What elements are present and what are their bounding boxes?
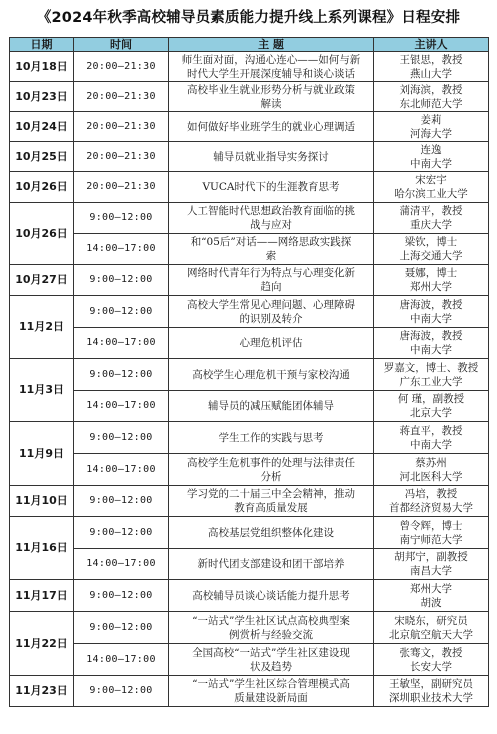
speaker-cell — [374, 454, 489, 486]
table-row — [10, 644, 489, 676]
speaker-line: 蒲清平，教授 — [399, 205, 463, 217]
topic-line: 质量建设新局面 — [234, 692, 308, 704]
time-cell: 14:00–17:00 — [74, 549, 169, 580]
topic-cell — [169, 580, 374, 612]
speaker-cell — [374, 328, 489, 359]
topic-line: 新时代团支部建设和团干部培养 — [197, 558, 345, 570]
speaker-line: 东北师范大学 — [399, 97, 463, 110]
topic-line: 高校大学生常见心理问题、心理障碍 — [187, 298, 355, 311]
table-row — [10, 328, 489, 359]
table-row — [10, 391, 489, 422]
topic-line: 教育高质量发展 — [234, 502, 308, 514]
topic-line: 高校学生心理危机干预与家校沟通 — [192, 368, 350, 381]
topic-line: VUCA时代下的生涯教育思考 — [202, 181, 340, 193]
topic-cell — [169, 422, 374, 454]
speaker-line: 王敏坚，副研究员 — [389, 678, 473, 690]
speaker-line: 胡邦宁，副教授 — [394, 551, 468, 563]
date-cell: 10月27日 — [10, 265, 74, 296]
speaker-line: 郑州大学 — [410, 281, 452, 293]
table-row — [10, 234, 489, 265]
table-row — [10, 612, 489, 644]
date-cell: 11月3日 — [10, 359, 74, 422]
table-row — [10, 52, 489, 82]
topic-line: 学习党的二十届三中全会精神，推动 — [187, 488, 355, 500]
topic-line: 高校辅导员谈心谈话能力提升思考 — [192, 589, 350, 602]
speaker-line: 北京大学 — [410, 407, 452, 419]
topic-line: 师生面对面，沟通心连心——如何与新 — [181, 53, 361, 66]
time-cell: 14:00–17:00 — [74, 328, 169, 359]
topic-line: 的识别及转介 — [239, 312, 303, 325]
topic-cell — [169, 486, 374, 517]
speaker-line: 广东工业大学 — [399, 375, 463, 388]
topic-cell — [169, 359, 374, 391]
date-cell: 11月23日 — [10, 676, 74, 707]
speaker-line: 燕山大学 — [410, 67, 452, 80]
time-cell: 9:00–12:00 — [74, 486, 169, 517]
topic-cell — [169, 52, 374, 82]
time-cell: 9:00–12:00 — [74, 265, 169, 296]
topic-line: “一站式”学生社区综合管理模式高 — [192, 678, 350, 690]
topic-line: 时代大学生开展深度辅导和谈心谈话 — [187, 67, 355, 80]
table-row — [10, 82, 489, 112]
topic-line: 人工智能时代思想政治教育面临的挑 — [187, 205, 355, 217]
speaker-line: 中南大学 — [410, 438, 452, 451]
date-cell: 10月25日 — [10, 142, 74, 172]
speaker-line: 哈尔滨工业大学 — [394, 188, 468, 200]
speaker-cell — [374, 234, 489, 265]
table-row — [10, 517, 489, 549]
speaker-line: 南宁师范大学 — [399, 533, 463, 546]
speaker-line: 河海大学 — [410, 127, 452, 140]
topic-line: 高校学生危机事件的处理与法律责任 — [187, 456, 355, 469]
speaker-line: 曾令辉，博士 — [399, 519, 463, 532]
header-topic: 主 题 — [169, 38, 374, 52]
speaker-cell — [374, 486, 489, 517]
speaker-line: 长安大学 — [410, 660, 452, 673]
date-cell: 10月26日 — [10, 172, 74, 203]
table-row — [10, 172, 489, 203]
speaker-line: 首都经济贸易大学 — [389, 502, 473, 514]
speaker-cell — [374, 52, 489, 82]
header-speaker: 主讲人 — [374, 38, 489, 52]
speaker-line: 宋宏宇 — [415, 174, 447, 186]
speaker-cell — [374, 612, 489, 644]
topic-cell — [169, 517, 374, 549]
topic-line: 辅导员就业指导实务探讨 — [213, 150, 329, 163]
schedule-table — [9, 37, 489, 707]
speaker-line: 北京航空航天大学 — [389, 628, 473, 641]
topic-cell — [169, 676, 374, 707]
topic-cell — [169, 234, 374, 265]
topic-line: “一站式”学生社区试点高校典型案 — [192, 614, 350, 627]
date-cell: 11月10日 — [10, 486, 74, 517]
speaker-line: 胡波 — [420, 596, 442, 609]
time-cell: 20:00–21:30 — [74, 172, 169, 203]
table-row — [10, 112, 489, 142]
topic-line: 解读 — [260, 97, 282, 110]
time-cell: 14:00–17:00 — [74, 234, 169, 265]
time-cell: 14:00–17:00 — [74, 644, 169, 676]
speaker-cell — [374, 359, 489, 391]
topic-line: 索 — [265, 250, 277, 262]
speaker-cell — [374, 580, 489, 612]
table-row — [10, 580, 489, 612]
speaker-line: 梁钦，博士 — [404, 236, 458, 248]
topic-line: 辅导员的减压赋能团体辅导 — [208, 400, 334, 412]
topic-cell — [169, 172, 374, 203]
topic-cell — [169, 644, 374, 676]
schedule-body — [10, 52, 489, 707]
speaker-line: 何 瑾，副教授 — [397, 393, 465, 405]
time-cell: 9:00–12:00 — [74, 676, 169, 707]
date-cell: 11月17日 — [10, 580, 74, 612]
speaker-line: 南昌大学 — [410, 565, 452, 577]
speaker-line: 连逸 — [420, 143, 442, 156]
speaker-line: 唐海波，教授 — [399, 330, 463, 342]
date-cell: 10月18日 — [10, 52, 74, 82]
table-row — [10, 486, 489, 517]
topic-line: 和“05后”对话——网络思政实践探 — [190, 236, 352, 248]
topic-line: 趋向 — [260, 281, 282, 293]
speaker-cell — [374, 82, 489, 112]
time-cell: 9:00–12:00 — [74, 296, 169, 328]
speaker-line: 重庆大学 — [410, 219, 452, 231]
speaker-line: 冯培，教授 — [404, 488, 458, 500]
topic-cell — [169, 296, 374, 328]
table-row — [10, 359, 489, 391]
time-cell: 14:00–17:00 — [74, 454, 169, 486]
time-cell: 20:00–21:30 — [74, 52, 169, 82]
speaker-line: 蒋直平，教授 — [399, 424, 463, 437]
speaker-cell — [374, 172, 489, 203]
topic-line: 学生工作的实践与思考 — [218, 431, 324, 444]
speaker-line: 河北医科大学 — [399, 470, 463, 483]
date-cell: 11月22日 — [10, 612, 74, 676]
table-row — [10, 676, 489, 707]
time-cell: 20:00–21:30 — [74, 82, 169, 112]
topic-cell — [169, 142, 374, 172]
topic-cell — [169, 82, 374, 112]
speaker-line: 中南大学 — [410, 312, 452, 325]
topic-cell — [169, 391, 374, 422]
topic-line: 心理危机评估 — [239, 337, 303, 349]
topic-cell — [169, 112, 374, 142]
topic-line: 状及趋势 — [250, 660, 292, 673]
speaker-cell — [374, 549, 489, 580]
time-cell: 9:00–12:00 — [74, 612, 169, 644]
speaker-line: 王银思，教授 — [399, 53, 463, 66]
topic-line: 全国高校“一站式”学生社区建设现 — [192, 646, 350, 659]
speaker-line: 深圳职业技术大学 — [389, 692, 473, 704]
speaker-line: 中南大学 — [410, 157, 452, 170]
document-title: 《2024年秋季高校辅导员素质能力提升线上系列课程》日程安排 — [36, 10, 461, 26]
speaker-cell — [374, 644, 489, 676]
topic-line: 高校毕业生就业形势分析与就业政策 — [187, 83, 355, 96]
speaker-cell — [374, 391, 489, 422]
speaker-line: 上海交通大学 — [399, 250, 463, 262]
date-cell: 11月16日 — [10, 517, 74, 580]
speaker-cell — [374, 517, 489, 549]
time-cell: 20:00–21:30 — [74, 142, 169, 172]
speaker-line: 张骞文，教授 — [399, 646, 463, 659]
topic-cell — [169, 265, 374, 296]
speaker-line: 姜莉 — [420, 113, 442, 126]
table-row — [10, 454, 489, 486]
speaker-line: 唐海波，教授 — [399, 298, 463, 311]
header-time: 时间 — [74, 38, 169, 52]
time-cell: 20:00–21:30 — [74, 112, 169, 142]
topic-line: 分析 — [260, 470, 282, 483]
time-cell: 9:00–12:00 — [74, 517, 169, 549]
speaker-cell — [374, 203, 489, 234]
speaker-line: 宋晓东，研究员 — [394, 614, 468, 627]
topic-line: 例赏析与经验交流 — [229, 628, 313, 641]
topic-cell — [169, 328, 374, 359]
topic-line: 高校基层党组织整体化建设 — [208, 526, 334, 539]
header-date: 日期 — [10, 38, 74, 52]
speaker-line: 蔡苏州 — [415, 456, 447, 469]
topic-line: 网络时代青年行为特点与心理变化新 — [187, 267, 355, 279]
time-cell: 9:00–12:00 — [74, 203, 169, 234]
speaker-cell — [374, 265, 489, 296]
date-cell: 10月24日 — [10, 112, 74, 142]
speaker-cell — [374, 112, 489, 142]
time-cell: 9:00–12:00 — [74, 359, 169, 391]
speaker-cell — [374, 142, 489, 172]
time-cell: 14:00–17:00 — [74, 391, 169, 422]
speaker-line: 聂娜，博士 — [404, 267, 458, 279]
table-row — [10, 549, 489, 580]
topic-cell — [169, 203, 374, 234]
time-cell: 9:00–12:00 — [74, 422, 169, 454]
table-row — [10, 296, 489, 328]
date-cell: 11月2日 — [10, 296, 74, 359]
speaker-line: 中南大学 — [410, 344, 452, 356]
table-row — [10, 142, 489, 172]
topic-cell — [169, 549, 374, 580]
table-row — [10, 265, 489, 296]
date-cell: 10月26日 — [10, 203, 74, 265]
speaker-line: 郑州大学 — [410, 582, 452, 595]
topic-cell — [169, 454, 374, 486]
speaker-cell — [374, 296, 489, 328]
topic-line: 如何做好毕业班学生的就业心理调适 — [187, 120, 355, 133]
time-cell: 9:00–12:00 — [74, 580, 169, 612]
speaker-cell — [374, 676, 489, 707]
speaker-line: 刘海滨，教授 — [399, 83, 463, 96]
date-cell: 10月23日 — [10, 82, 74, 112]
speaker-cell — [374, 422, 489, 454]
table-row — [10, 203, 489, 234]
date-cell: 11月9日 — [10, 422, 74, 486]
table-row — [10, 422, 489, 454]
topic-cell — [169, 612, 374, 644]
topic-line: 战与应对 — [250, 219, 292, 231]
speaker-line: 罗嘉文，博士、教授 — [383, 361, 479, 374]
header-row — [10, 38, 489, 52]
